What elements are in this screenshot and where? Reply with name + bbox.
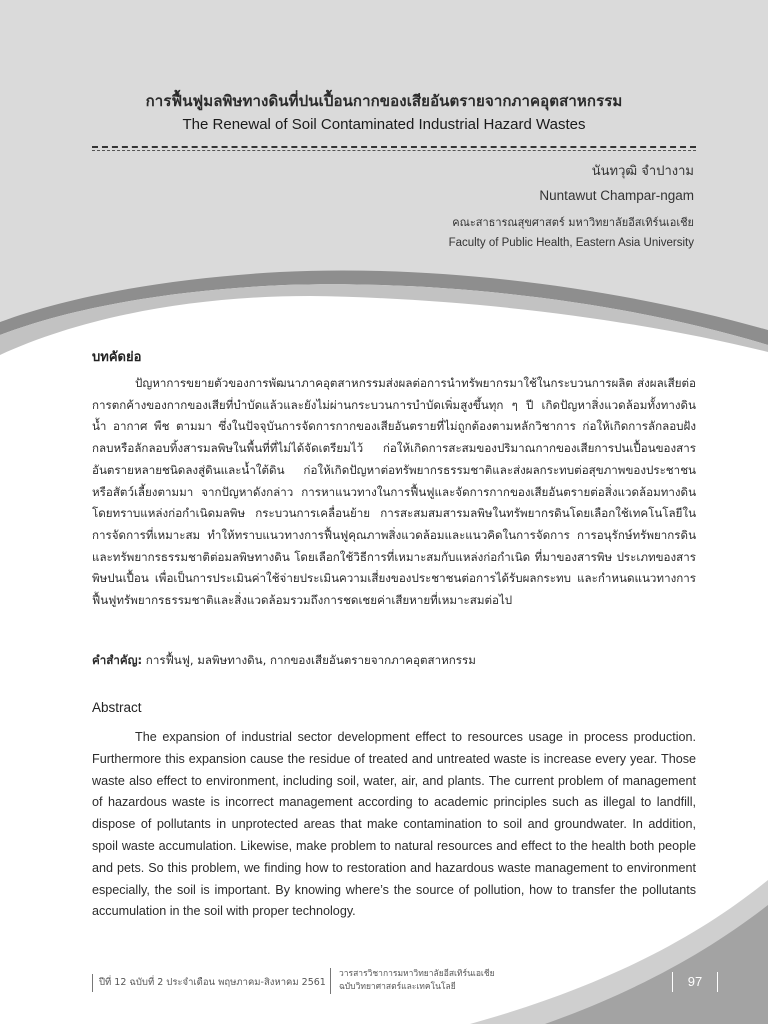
author-affiliation-thai: คณะสาธารณสุขศาสตร์ มหาวิทยาลัยอีสเทิร์นเอเชีย xyxy=(452,216,694,229)
keywords-text: การฟื้นฟู, มลพิษทางดิน, กากของเสียอันตรายจากภาคอุตสาหกรรม xyxy=(142,653,476,667)
keywords-label: คำสำคัญ: xyxy=(92,653,143,667)
author-name-thai: นันทวุฒิ จำปางาม xyxy=(591,164,694,179)
footer-journal-name xyxy=(330,968,495,994)
abstract-english-body: The expansion of industrial sector development effect to resources usage in process production. Furthermore this expansion cause the residue of treated and untreated waste is increase every year. Those waste also effect to environment, including soil, water, air, and plants. The current problem of management of hazardous waste is incorrect management according to academic principles such as illegal to landfill, dispose of pollutants in unprotected areas that make contamination to soil and groundwater. In addition, spoil waste accumulation. Likewise, make problem to natural resources and effect to the health both people and pets. So this problem, we finding how to restoration and hazardous waste management to environment especially, the soil is important. By knowing where’s the source of pollution, how to transfer the pollutants accumulation in the soil with proper technology. xyxy=(92,730,696,919)
footer-volume-info: ปีที่ 12 ฉบับที่ 2 ประจำเดือน พฤษภาคม-สิงหาคม 2561 xyxy=(92,974,326,992)
title-english: The Renewal of Soil Contaminated Industrial Hazard Wastes xyxy=(182,116,586,133)
title-thai: การฟื้นฟูมลพิษทางดินที่ปนเปื้อนกากของเสียอันตรายจากภาคอุตสาหกรรม xyxy=(145,92,623,110)
author-name-english: Nuntawut Champar-ngam xyxy=(539,188,694,203)
abstract-thai-body: ปัญหาการขยายตัวของการพัฒนาภาคอุตสาหกรรมส่งผลต่อการนำทรัพยากรมาใช้ในกระบวนการผลิต ส่งผลเสียต่อการตกค้างของกากของเสียที่บำบัดแล้วและยังไม่ผ่านกระบวนการบำบัดเพิ่มสูงขึ้นทุก ๆ ปี เกิดปัญหาสิ่งแวดล้อมทั้งทางดิน น้ำ อากาศ พืช ตามมา ซึ่งในปัจจุบันการจัดการกากของเสียอันตรายที่ไม่ถูกต้องตามหลักวิชาการ ก่อให้เกิดการลักลอบฝังกลบหรือลักลอบทิ้งสารมลพิษในพื้นที่ที่ไม่ได้จัดเตรียมไว้ ก่อให้เกิดการสะสมของปริมาณกากของเสียการปนเปื้อนของสารอันตรายหลายชนิดลงสู่ดินและน้ำใต้ดิน ก่อให้เกิดปัญหาต่อทรัพยากรธรรมชาติและส่งผลกระทบต่อสุขภาพของประชาชนหรือสัตว์เลี้ยงตามมา จากปัญหาดังกล่าว การหาแนวทางในการฟื้นฟูและจัดการกากของเสียอันตรายต่อสิ่งแวดล้อมทางดิน โดยทราบแหล่งก่อกำเนิดมลพิษ กระบวนการเคลื่อนย้าย การสะสมสมสารมลพิษในทรัพยากรดินโดยเลือกใช้เทคโนโลยีในการจัดการที่เหมาะสม ทำให้ทราบแนวทางการฟื้นฟูคุณภาพสิ่งแวดล้อมและแนวคิดในการจัดการ การอนุรักษ์ทรัพยากรดินและทรัพยากรธรรมชาติต่อมลพิษทางดิน โดยเลือกใช้วิธีการที่เหมาะสมกับแหล่งก่อกำเนิด ที่มาของสารพิษ ประเภทของสารพิษปนเปื้อน เพื่อเป็นการประเมินค่าใช้จ่ายประเมินความเสี่ยงของประชาชนต่อการได้รับผลกระทบ และกำหนดแนวทางการฟื้นฟูทรัพยากรธรรมชาติและสิ่งแวดล้อมรวมถึงการชดเชยค่าเสียหายที่เหมาะสมต่อไป xyxy=(92,376,696,608)
abstract-thai-heading: บทคัดย่อ xyxy=(92,350,142,365)
page-number: 97 xyxy=(672,972,718,992)
footer-journal-line-2: ฉบับวิทยาศาสตร์และเทคโนโลยี xyxy=(339,982,456,992)
title-divider-secondary xyxy=(92,150,696,151)
author-affiliation-english: Faculty of Public Health, Eastern Asia University xyxy=(448,237,694,249)
keywords xyxy=(92,652,696,670)
abstract-english-heading: Abstract xyxy=(92,700,142,715)
title-divider xyxy=(92,146,696,148)
author-block xyxy=(449,160,694,252)
footer-journal-line-1: วารสารวิชาการมหาวิทยาลัยอีสเทิร์นเอเชีย xyxy=(339,969,495,979)
